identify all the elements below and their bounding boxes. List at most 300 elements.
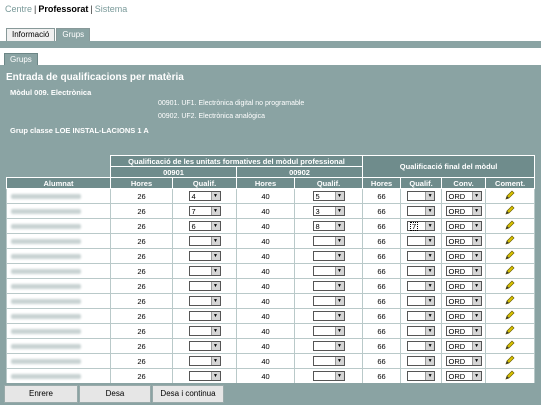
pencil-icon[interactable]	[505, 355, 515, 365]
convocatoria-select-value: ORD	[448, 312, 466, 321]
hours-cell: 66	[363, 324, 401, 339]
hours-cell: 26	[111, 234, 173, 249]
dropdown-arrow-icon: ▼	[211, 312, 220, 320]
grade-cell	[173, 219, 237, 234]
conv-cell	[442, 354, 486, 369]
table-row	[7, 249, 535, 264]
final-grade-select[interactable]	[407, 341, 435, 351]
col-header-qualif: Qualif.	[295, 178, 363, 189]
dropdown-arrow-icon: ▼	[211, 282, 220, 290]
dropdown-arrow-icon: ▼	[472, 372, 481, 380]
pencil-icon[interactable]	[505, 370, 515, 380]
pencil-icon[interactable]	[505, 280, 515, 290]
uf2-grade-select-value: 3	[315, 207, 320, 216]
grade-cell	[401, 189, 442, 204]
hours-cell: 40	[237, 264, 295, 279]
conv-cell	[442, 249, 486, 264]
convocatoria-select-value: ORD	[448, 357, 466, 366]
student-name-redacted	[11, 329, 81, 334]
table-row	[7, 354, 535, 369]
hours-cell: 26	[111, 324, 173, 339]
uf2-grade-select[interactable]	[313, 341, 345, 351]
grade-cell	[295, 204, 363, 219]
uf1-grade-select-value: 4	[191, 192, 196, 201]
convocatoria-select[interactable]	[446, 236, 482, 246]
grade-cell	[401, 234, 442, 249]
col-header-alumnat: Alumnat	[7, 178, 111, 189]
grade-cell	[295, 264, 363, 279]
conv-cell	[442, 369, 486, 384]
col-header-qualif: Qualif.	[173, 178, 237, 189]
student-name-cell	[7, 294, 111, 309]
subtab-grups[interactable]: Grups	[4, 53, 38, 66]
grade-cell	[295, 324, 363, 339]
col-header-qualif: Qualif.	[401, 178, 442, 189]
table-row	[7, 339, 535, 354]
convocatoria-select[interactable]	[446, 341, 482, 351]
convocatoria-select-value: ORD	[448, 237, 466, 246]
student-name-cell	[7, 264, 111, 279]
grades-body	[7, 189, 535, 384]
uf1-grade-select[interactable]	[189, 296, 221, 306]
dropdown-arrow-icon: ▼	[335, 282, 344, 290]
grade-cell	[401, 294, 442, 309]
student-name-redacted	[11, 239, 81, 244]
grade-cell	[401, 324, 442, 339]
student-name-redacted	[11, 374, 81, 379]
final-grade-select[interactable]	[407, 296, 435, 306]
tab-band	[0, 41, 541, 48]
grade-cell	[173, 309, 237, 324]
conv-cell	[442, 189, 486, 204]
uf1-grade-select[interactable]	[189, 281, 221, 291]
table-row	[7, 309, 535, 324]
hours-cell: 40	[237, 219, 295, 234]
convocatoria-select-value: ORD	[448, 207, 466, 216]
grade-cell	[295, 189, 363, 204]
student-name-cell	[7, 189, 111, 204]
hours-cell: 66	[363, 249, 401, 264]
dropdown-arrow-icon: ▼	[425, 282, 434, 290]
save-continue-button[interactable]: Desa i continua	[152, 385, 224, 403]
dropdown-arrow-icon: ▼	[425, 342, 434, 350]
pencil-icon[interactable]	[505, 250, 515, 260]
final-grade-select[interactable]	[407, 251, 435, 261]
uf2-grade-select[interactable]	[313, 281, 345, 291]
comment-cell	[486, 249, 535, 264]
uf1-grade-select[interactable]	[189, 236, 221, 246]
dropdown-arrow-icon: ▼	[335, 252, 344, 260]
student-name-cell	[7, 219, 111, 234]
grade-cell	[295, 249, 363, 264]
tab-informacio[interactable]: Informació	[6, 28, 55, 41]
dropdown-arrow-icon: ▼	[425, 237, 434, 245]
final-grade-select[interactable]	[407, 221, 435, 231]
grade-cell	[295, 219, 363, 234]
dropdown-arrow-icon: ▼	[472, 252, 481, 260]
hours-cell: 26	[111, 294, 173, 309]
hours-cell: 26	[111, 189, 173, 204]
convocatoria-select[interactable]	[446, 371, 482, 381]
convocatoria-select[interactable]	[446, 356, 482, 366]
convocatoria-select-value: ORD	[448, 252, 466, 261]
table-row	[7, 294, 535, 309]
grade-cell	[173, 249, 237, 264]
final-grade-select[interactable]	[407, 236, 435, 246]
table-row	[7, 234, 535, 249]
hours-cell: 40	[237, 309, 295, 324]
dropdown-arrow-icon: ▼	[472, 207, 481, 215]
hours-cell: 26	[111, 339, 173, 354]
hours-cell: 66	[363, 189, 401, 204]
page-title: Entrada de qualificacions per matèria	[6, 72, 184, 83]
dropdown-arrow-icon: ▼	[335, 327, 344, 335]
grade-cell	[173, 279, 237, 294]
convocatoria-select[interactable]	[446, 251, 482, 261]
grade-cell	[295, 369, 363, 384]
dropdown-arrow-icon: ▼	[335, 297, 344, 305]
dropdown-arrow-icon: ▼	[211, 342, 220, 350]
student-name-cell	[7, 339, 111, 354]
conv-cell	[442, 294, 486, 309]
pencil-icon[interactable]	[505, 295, 515, 305]
dropdown-arrow-icon: ▼	[211, 222, 220, 230]
hours-cell: 26	[111, 264, 173, 279]
final-grade-select[interactable]	[407, 371, 435, 381]
final-grade-select[interactable]	[407, 191, 435, 201]
dropdown-arrow-icon: ▼	[472, 267, 481, 275]
uf2-grade-select-value: 5	[315, 192, 320, 201]
table-row	[7, 279, 535, 294]
convocatoria-select-value: ORD	[448, 222, 466, 231]
tab-grups[interactable]: Grups	[56, 28, 90, 41]
col-header-conv: Conv.	[442, 178, 486, 189]
conv-cell	[442, 339, 486, 354]
dropdown-arrow-icon: ▼	[211, 327, 220, 335]
dropdown-arrow-icon: ▼	[211, 252, 220, 260]
student-name-redacted	[11, 269, 81, 274]
convocatoria-select[interactable]	[446, 191, 482, 201]
grade-cell	[173, 354, 237, 369]
conv-cell	[442, 219, 486, 234]
convocatoria-select-value: ORD	[448, 372, 466, 381]
uf2-grade-select[interactable]	[313, 206, 345, 216]
comment-cell	[486, 354, 535, 369]
table-row	[7, 189, 535, 204]
conv-cell	[442, 279, 486, 294]
grade-cell	[401, 309, 442, 324]
dropdown-arrow-icon: ▼	[211, 357, 220, 365]
convocatoria-select-value: ORD	[448, 192, 466, 201]
grade-cell	[401, 264, 442, 279]
hours-cell: 26	[111, 249, 173, 264]
final-grade-select[interactable]	[407, 206, 435, 216]
convocatoria-select[interactable]	[446, 281, 482, 291]
uf1-grade-select-value: 7	[191, 207, 196, 216]
uf2-grade-select[interactable]	[313, 236, 345, 246]
uf2-grade-select-value: 8	[315, 222, 320, 231]
uf2-grade-select[interactable]	[313, 251, 345, 261]
uf2-grade-select[interactable]	[313, 191, 345, 201]
breadcrumb	[0, 0, 541, 22]
student-name-cell	[7, 324, 111, 339]
group-name: Grup classe LOE INSTAL-LACIONS 1 A	[10, 126, 149, 135]
grade-cell	[173, 234, 237, 249]
convocatoria-select-value: ORD	[448, 267, 466, 276]
hours-cell: 26	[111, 309, 173, 324]
hours-cell: 26	[111, 219, 173, 234]
dropdown-arrow-icon: ▼	[211, 267, 220, 275]
student-name-redacted	[11, 314, 81, 319]
comment-cell	[486, 234, 535, 249]
uf1-grade-select[interactable]	[189, 221, 221, 231]
uf2-grade-select[interactable]	[313, 311, 345, 321]
hours-cell: 40	[237, 234, 295, 249]
grade-cell	[295, 339, 363, 354]
hours-cell: 40	[237, 279, 295, 294]
conv-cell	[442, 324, 486, 339]
pencil-icon[interactable]	[505, 205, 515, 215]
final-grade-select[interactable]	[407, 266, 435, 276]
grade-cell	[173, 294, 237, 309]
grade-cell	[295, 234, 363, 249]
grade-cell	[173, 369, 237, 384]
breadcrumb-sistema[interactable]: Sistema	[94, 4, 128, 14]
convocatoria-select[interactable]	[446, 326, 482, 336]
uf1-grade-select-value: 6	[191, 222, 196, 231]
dropdown-arrow-icon: ▼	[211, 237, 220, 245]
conv-cell	[442, 264, 486, 279]
hours-cell: 40	[237, 294, 295, 309]
uf2-grade-select[interactable]	[313, 296, 345, 306]
convocatoria-select-value: ORD	[448, 327, 466, 336]
final-grade-select[interactable]	[407, 326, 435, 336]
final-grade-select[interactable]	[407, 311, 435, 321]
uf2-grade-select[interactable]	[313, 221, 345, 231]
hours-cell: 40	[237, 324, 295, 339]
uf1-grade-select[interactable]	[189, 326, 221, 336]
hours-cell: 66	[363, 294, 401, 309]
table-row	[7, 204, 535, 219]
dropdown-arrow-icon: ▼	[425, 297, 434, 305]
hours-cell: 26	[111, 204, 173, 219]
final-grade-select[interactable]	[407, 281, 435, 291]
dropdown-arrow-icon: ▼	[425, 267, 434, 275]
comment-cell	[486, 219, 535, 234]
dropdown-arrow-icon: ▼	[472, 282, 481, 290]
hours-cell: 40	[237, 339, 295, 354]
grade-cell	[401, 204, 442, 219]
grade-cell	[295, 354, 363, 369]
convocatoria-select-value: ORD	[448, 282, 466, 291]
dropdown-arrow-icon: ▼	[211, 207, 220, 215]
dropdown-arrow-icon: ▼	[425, 327, 434, 335]
student-name-redacted	[11, 344, 81, 349]
dropdown-arrow-icon: ▼	[335, 372, 344, 380]
student-name-redacted	[11, 224, 81, 229]
student-name-cell	[7, 234, 111, 249]
uf2-grade-select[interactable]	[313, 356, 345, 366]
col-header-hores: Hores	[237, 178, 295, 189]
grade-cell	[173, 189, 237, 204]
hours-cell: 66	[363, 309, 401, 324]
grade-cell	[173, 204, 237, 219]
student-name-redacted	[11, 284, 81, 289]
hours-cell: 66	[363, 204, 401, 219]
dropdown-arrow-icon: ▼	[335, 342, 344, 350]
dropdown-arrow-icon: ▼	[425, 192, 434, 200]
main-tabs	[6, 28, 91, 42]
student-name-redacted	[11, 359, 81, 364]
grade-cell	[173, 324, 237, 339]
hours-cell: 66	[363, 279, 401, 294]
grade-cell	[295, 294, 363, 309]
comment-cell	[486, 324, 535, 339]
dropdown-arrow-icon: ▼	[472, 222, 481, 230]
convocatoria-select[interactable]	[446, 221, 482, 231]
comment-cell	[486, 369, 535, 384]
pencil-icon[interactable]	[505, 310, 515, 320]
hours-cell: 66	[363, 264, 401, 279]
hours-cell: 40	[237, 369, 295, 384]
dropdown-arrow-icon: ▼	[335, 237, 344, 245]
grade-cell	[295, 309, 363, 324]
dropdown-arrow-icon: ▼	[335, 207, 344, 215]
save-button[interactable]: Desa	[79, 385, 151, 403]
uf2-grade-select[interactable]	[313, 371, 345, 381]
pencil-icon[interactable]	[505, 325, 515, 335]
uf1-grade-select[interactable]	[189, 371, 221, 381]
hours-cell: 40	[237, 249, 295, 264]
final-grade-select[interactable]	[407, 356, 435, 366]
hours-cell: 66	[363, 219, 401, 234]
grade-cell	[173, 339, 237, 354]
comment-cell	[486, 189, 535, 204]
dropdown-arrow-icon: ▼	[425, 207, 434, 215]
student-name-cell	[7, 249, 111, 264]
comment-cell	[486, 294, 535, 309]
dropdown-arrow-icon: ▼	[335, 192, 344, 200]
dropdown-arrow-icon: ▼	[472, 312, 481, 320]
grade-cell	[401, 339, 442, 354]
pencil-icon[interactable]	[505, 235, 515, 245]
empty-header	[7, 167, 111, 178]
table-row	[7, 264, 535, 279]
comment-cell	[486, 264, 535, 279]
dropdown-arrow-icon: ▼	[211, 297, 220, 305]
button-bar	[0, 383, 541, 405]
uf1-grade-select[interactable]	[189, 356, 221, 366]
pencil-icon[interactable]	[505, 220, 515, 230]
convocatoria-select[interactable]	[446, 296, 482, 306]
uf1-grade-select[interactable]	[189, 311, 221, 321]
grade-cell	[173, 264, 237, 279]
grade-cell	[401, 219, 442, 234]
uf-line: 00901. UF1. Electrònica digital no programable	[158, 100, 305, 107]
student-name-redacted	[11, 254, 81, 259]
convocatoria-select-value: ORD	[448, 342, 466, 351]
breadcrumb-separator: |	[90, 4, 93, 14]
uf1-grade-select[interactable]	[189, 341, 221, 351]
dropdown-arrow-icon: ▼	[211, 192, 220, 200]
hours-cell: 66	[363, 354, 401, 369]
dropdown-arrow-icon: ▼	[425, 312, 434, 320]
grade-cell	[401, 369, 442, 384]
grade-cell	[295, 279, 363, 294]
back-button[interactable]: Enrere	[4, 385, 78, 403]
uf2-grade-select[interactable]	[313, 266, 345, 276]
pencil-icon[interactable]	[505, 265, 515, 275]
hours-cell: 40	[237, 189, 295, 204]
convocatoria-select[interactable]	[446, 266, 482, 276]
dropdown-arrow-icon: ▼	[472, 237, 481, 245]
dropdown-arrow-icon: ▼	[472, 357, 481, 365]
grade-cell	[401, 279, 442, 294]
breadcrumb-centre[interactable]: Centre	[5, 4, 33, 14]
hours-cell: 40	[237, 204, 295, 219]
convocatoria-select[interactable]	[446, 311, 482, 321]
hours-cell: 26	[111, 354, 173, 369]
dropdown-arrow-icon: ▼	[335, 267, 344, 275]
dropdown-arrow-icon: ▼	[425, 252, 434, 260]
dropdown-arrow-icon: ▼	[211, 372, 220, 380]
dropdown-arrow-icon: ▼	[335, 312, 344, 320]
dropdown-arrow-icon: ▼	[472, 342, 481, 350]
dropdown-arrow-icon: ▼	[335, 222, 344, 230]
pencil-icon[interactable]	[505, 190, 515, 200]
student-name-cell	[7, 279, 111, 294]
convocatoria-select[interactable]	[446, 206, 482, 216]
student-name-cell	[7, 204, 111, 219]
uf2-grade-select[interactable]	[313, 326, 345, 336]
breadcrumb-separator: |	[34, 4, 37, 14]
pencil-icon[interactable]	[505, 340, 515, 350]
uf-code-header: 00902	[237, 167, 363, 178]
uf1-grade-select[interactable]	[189, 206, 221, 216]
breadcrumb-professorat[interactable]: Professorat	[38, 4, 89, 14]
comment-cell	[486, 204, 535, 219]
grades-table	[6, 155, 535, 384]
comment-cell	[486, 309, 535, 324]
hours-cell: 40	[237, 354, 295, 369]
uf1-grade-select[interactable]	[189, 191, 221, 201]
uf1-grade-select[interactable]	[189, 251, 221, 261]
dropdown-arrow-icon: ▼	[472, 327, 481, 335]
module-name: Mòdul 009. Electrònica	[10, 88, 92, 97]
table-row	[7, 369, 535, 384]
dropdown-arrow-icon: ▼	[425, 222, 434, 230]
uf1-grade-select[interactable]	[189, 266, 221, 276]
content-panel	[0, 65, 541, 405]
dropdown-arrow-icon: ▼	[472, 192, 481, 200]
hours-cell: 66	[363, 339, 401, 354]
hours-cell: 66	[363, 369, 401, 384]
uf-line: 00902. UF2. Electrònica analògica	[158, 113, 266, 120]
dropdown-arrow-icon: ▼	[335, 357, 344, 365]
empty-header	[7, 156, 111, 167]
grade-cell	[401, 249, 442, 264]
student-name-cell	[7, 369, 111, 384]
final-grade-select-value: 7	[412, 222, 417, 231]
uf-code-header: 00901	[111, 167, 237, 178]
student-name-redacted	[11, 194, 81, 199]
dropdown-arrow-icon: ▼	[425, 372, 434, 380]
conv-cell	[442, 204, 486, 219]
student-name-cell	[7, 309, 111, 324]
final-group-header: Qualificació final del mòdul	[363, 156, 535, 178]
student-name-redacted	[11, 209, 81, 214]
comment-cell	[486, 279, 535, 294]
